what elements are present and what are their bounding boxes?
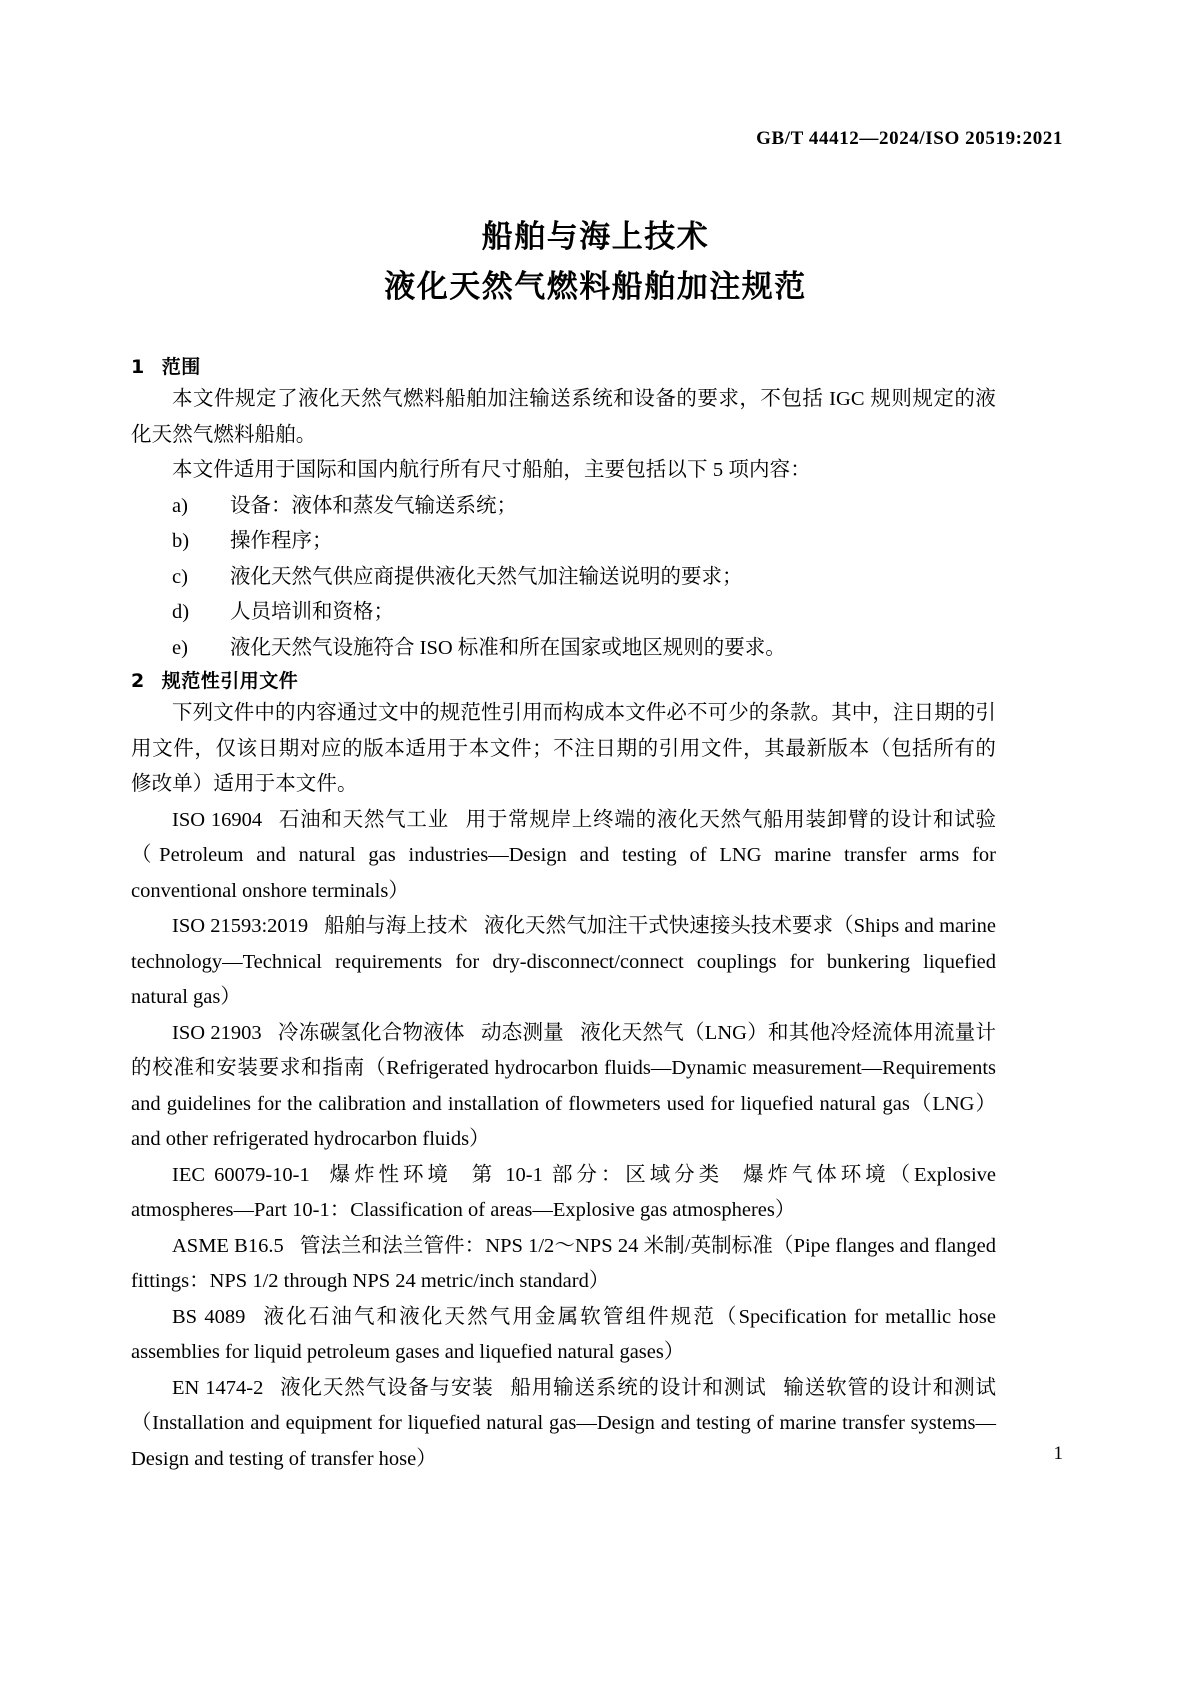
section-number-2: 2 <box>131 670 145 692</box>
list-marker: c) <box>172 565 188 588</box>
section-heading-1 <box>131 352 996 382</box>
list-item-label: 人员培训和资格； <box>230 601 394 623</box>
title-line-2: 液化天然气燃料船舶加注规范 <box>384 269 807 305</box>
list-marker: a) <box>172 494 188 517</box>
reference-english: （Ships and marine technology—Technical requirements for dry-disconnect/connect couplings for bunkering liquefied natural gas） <box>131 915 997 1008</box>
reference-entry <box>131 1300 996 1371</box>
reference-chinese: 冷冻碳氢化合物液体 <box>277 1021 465 1044</box>
reference-chinese-2: 液化天然气加注干式快速接头技术要求 <box>483 915 834 937</box>
reference-chinese: 船舶与海上技术 <box>324 915 468 937</box>
reference-chinese-3: 输送软管的设计和测试 <box>782 1376 997 1399</box>
reference-chinese: 管法兰和法兰管件：NPS 1/2～NPS 24 米制/英制标准 <box>299 1234 773 1257</box>
list-item <box>131 595 996 631</box>
title-line-1: 船舶与海上技术 <box>481 219 710 255</box>
reference-id: ISO 21593:2019 <box>172 915 309 937</box>
reference-entry <box>131 1016 996 1158</box>
reference-english: （Pipe flanges and flanged fittings：NPS 1/2 through NPS 24 metric/inch standard） <box>131 1234 996 1292</box>
reference-entry <box>131 803 996 910</box>
section-number-1: 1 <box>131 356 145 378</box>
list-item <box>131 524 996 560</box>
scope-item-list <box>131 489 996 667</box>
list-item-label: 设备：液体和蒸发气输送系统； <box>230 494 517 517</box>
section-title-2: 规范性引用文件 <box>161 670 299 692</box>
list-item <box>131 631 996 667</box>
list-marker: b) <box>172 530 190 552</box>
reference-id: IEC 60079-10-1 <box>172 1163 310 1186</box>
reference-chinese-3: 爆炸气体环境 <box>739 1163 890 1186</box>
reference-english: （Petroleum and natural gas industries—Design and testing of LNG marine transfer arms for conventional onshore terminals） <box>131 844 996 902</box>
reference-id: ISO 21903 <box>172 1021 262 1044</box>
reference-english: （Installation and equipment for liquefied natural gas—Design and testing of marine transfer systems—Design and testing of transfer hose） <box>131 1412 996 1470</box>
reference-id: ASME B16.5 <box>172 1234 284 1257</box>
reference-chinese-2: 船用输送系统的设计和测试 <box>509 1376 767 1399</box>
list-item <box>131 489 996 525</box>
reference-entry <box>131 1371 996 1478</box>
list-item-label: 液化天然气设施符合 ISO 标准和所在国家或地区规则的要求。 <box>230 636 786 659</box>
list-item-label: 操作程序； <box>230 530 333 552</box>
reference-chinese: 石油和天然气工业 <box>278 808 449 831</box>
list-marker: e) <box>172 636 188 659</box>
page-number: 1 <box>1053 1443 1063 1464</box>
section-title-1: 范围 <box>161 356 201 378</box>
section-heading-2 <box>131 666 996 696</box>
section-2-intro: 下列文件中的内容通过文中的规范性引用而构成本文件必不可少的条款。其中，注日期的引用文件，仅该日期对应的版本适用于本文件；不注日期的引用文件，其最新版本（包括所有的修改单）适用于本文件。 <box>131 702 996 795</box>
reference-id: EN 1474-2 <box>172 1376 264 1399</box>
reference-chinese: 液化石油气和液化天然气用金属软管组件规范 <box>261 1305 716 1328</box>
reference-chinese-2: 第 10-1 部分：区域分类 <box>467 1163 724 1186</box>
running-header: GB/T 44412—2024/ISO 20519:2021 <box>756 128 1063 149</box>
reference-entry <box>131 1229 996 1300</box>
reference-chinese-2: 动态测量 <box>480 1021 565 1044</box>
reference-id: ISO 16904 <box>172 808 263 831</box>
reference-chinese: 爆炸性环境 <box>325 1163 452 1186</box>
reference-id: BS 4089 <box>172 1305 246 1328</box>
reference-english: （Refrigerated hydrocarbon fluids—Dynamic measurement—Requirements and guidelines for the calibration and installation of flowmeters used for liquefied natural gas（LNG）and other refrigerated hydrocarbon fluids） <box>131 1057 997 1150</box>
section-1-paragraph-1: 本文件规定了液化天然气燃料船舶加注输送系统和设备的要求，不包括 IGC 规则规定的液化天然气燃料船舶。 <box>131 388 996 446</box>
reference-chinese: 液化天然气设备与安装 <box>279 1376 494 1399</box>
reference-chinese-3: 液化天然气（LNG）和其他冷烃流体用流量计的校准和安装要求和指南 <box>131 1021 996 1079</box>
reference-chinese-2: 用于常规岸上终端的液化天然气船用装卸臂的设计和试验 <box>464 808 997 831</box>
list-item <box>131 560 996 596</box>
reference-entry <box>131 909 996 1016</box>
section-1-paragraph-2: 本文件适用于国际和国内航行所有尺寸船舶，主要包括以下 5 项内容： <box>172 459 811 481</box>
document-body <box>131 352 996 1477</box>
list-marker: d) <box>172 601 190 623</box>
reference-english: （Specification for metallic hose assemblies for liquid petroleum gases and liquefied natural gases） <box>131 1305 996 1363</box>
reference-english: （Explosive atmospheres—Part 10-1：Classification of areas—Explosive gas atmospheres） <box>131 1163 997 1221</box>
list-item-label: 液化天然气供应商提供液化天然气加注输送说明的要求； <box>230 565 743 588</box>
reference-entry <box>131 1158 996 1229</box>
page-title <box>0 212 1191 312</box>
